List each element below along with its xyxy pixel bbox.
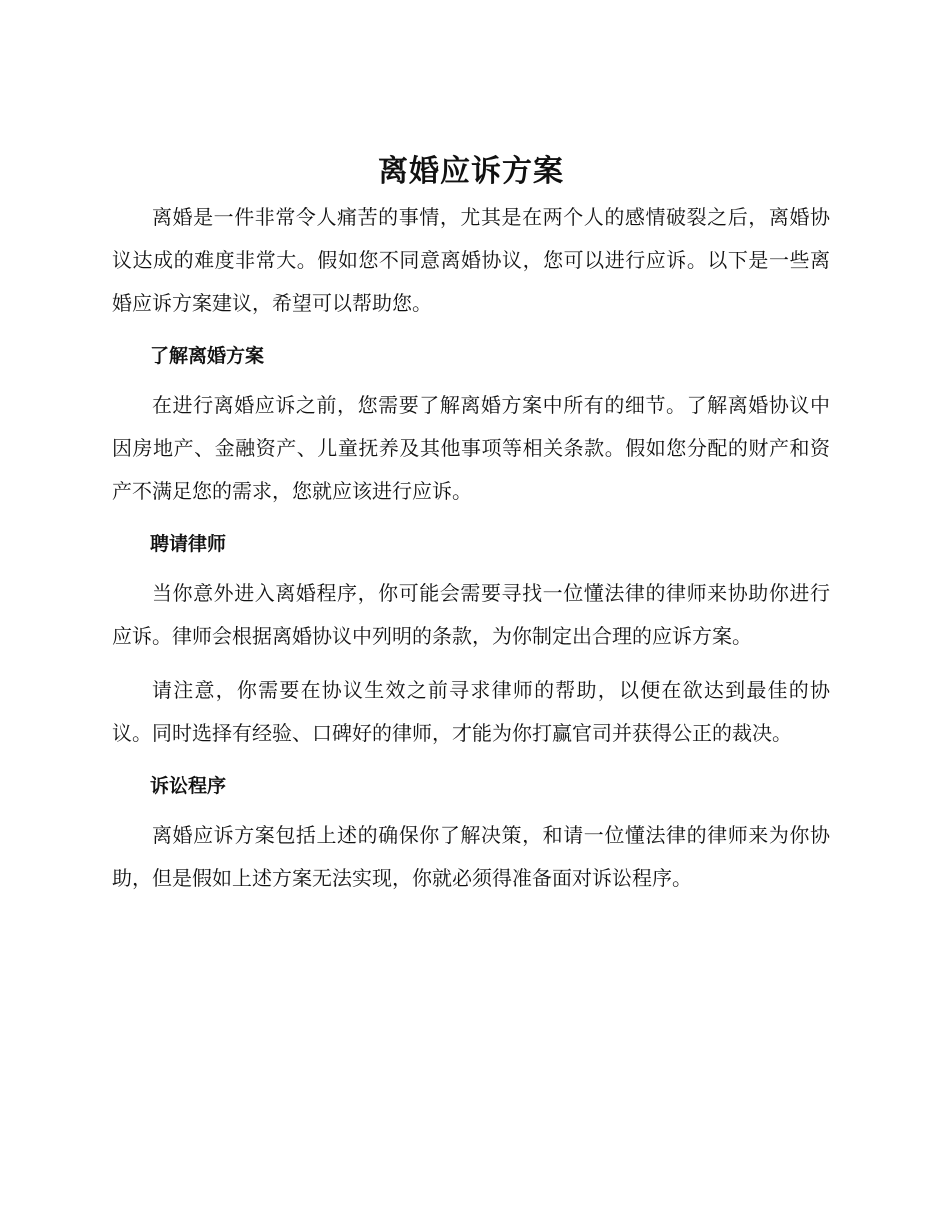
section-paragraph: 在进行离婚应诉之前，您需要了解离婚方案中所有的细节。了解离婚协议中因房地产、金融资产、儿童抚养及其他事项等相关条款。假如您分配的财产和资产不满足您的需求，您就应该进行应诉。 (112, 393, 830, 503)
section-heading: 聘请律师 (150, 533, 227, 555)
section-paragraph: 请注意，你需要在协议生效之前寻求律师的帮助，以便在欲达到最佳的协议。同时选择有经验、口碑好的律师，才能为你打赢官司并获得公正的裁决。 (112, 678, 830, 745)
section-hire-lawyer (112, 524, 830, 755)
document-title: 离婚应诉方案 (378, 154, 564, 189)
section-heading: 了解离婚方案 (150, 345, 265, 367)
section-litigation (112, 766, 830, 900)
intro-paragraph: 离婚是一件非常令人痛苦的事情，尤其是在两个人的感情破裂之后，离婚协议达成的难度非常大。假如您不同意离婚协议，您可以进行应诉。以下是一些离婚应诉方案建议，希望可以帮助您。 (112, 205, 830, 315)
section-paragraph: 离婚应诉方案包括上述的确保你了解决策，和请一位懂法律的律师来为你协助，但是假如上述方案无法实现，你就必须得准备面对诉讼程序。 (112, 823, 830, 890)
document-page (112, 148, 830, 900)
section-paragraph: 当你意外进入离婚程序，你可能会需要寻找一位懂法律的律师来协助你进行应诉。律师会根据离婚协议中列明的条款，为你制定出合理的应诉方案。 (112, 581, 830, 648)
section-heading: 诉讼程序 (150, 775, 227, 797)
section-understand-plan (112, 336, 830, 513)
